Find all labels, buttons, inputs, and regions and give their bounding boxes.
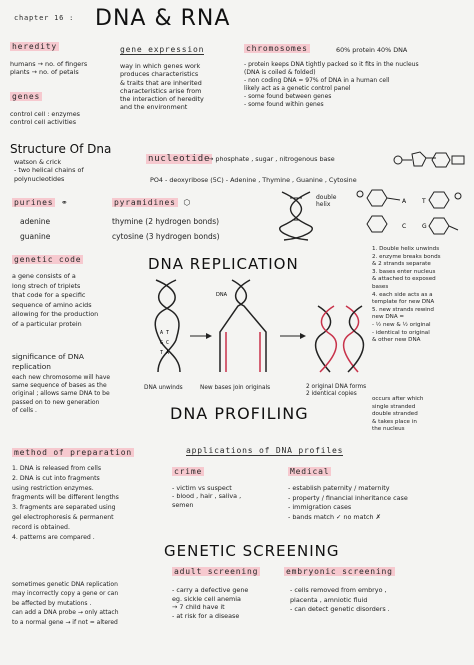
chromosomes-composition: 60% protein 40% DNA: [336, 46, 408, 54]
structure-heading: Structure Of Dna: [10, 142, 112, 156]
double-helix-diagram: [278, 190, 314, 242]
crime-heading: crime: [174, 467, 203, 476]
nucleotide-formula: PO4 - deoxyribose (5C) - Adenine , Thymine , Guanine , Cytosine: [150, 176, 357, 184]
replication-heading: DNA REPLICATION: [148, 255, 299, 273]
svg-text:DNA: DNA: [216, 292, 228, 298]
base-guanine: guanine: [20, 232, 51, 241]
svg-text:T A: T A: [160, 350, 170, 356]
adult-screening-heading: adult screening: [174, 567, 259, 576]
embryonic-screening-heading: embryonic screening: [286, 567, 393, 576]
nucleotide-heading: nucleotide: [148, 154, 211, 164]
replication-steps: 1. Double helix unwinds 2. enzyme breaks bonds & 2 strands separate 3. bases enter nucleus & attached to exposed bases 4. each side acts as a template for new DNA 5. new strands rewind new DNA = - ½ new & ½ original - identical to original & other new DNA: [372, 246, 441, 344]
preparation-heading: method of preparation: [14, 448, 132, 457]
chromosomes-notes: - protein keeps DNA tightly packed so it fits in the nucleus (DNA is coiled & folded) - non coding DNA = 97% of DNA in a human cell likely act as a genetic control panel - some found between genes - some found within genes: [244, 61, 419, 108]
svg-text:G: G: [422, 223, 427, 230]
mutation-notes: sometimes genetic DNA replication may incorrectly copy a gene or can be affected by mutations . can add a DNA probe → only attach to a normal gene → if not = altered: [12, 581, 119, 626]
adult-screening-notes: - carry a defective gene eg. sickle cell anemia → 7 child have it - at risk for a disease: [172, 586, 249, 620]
page-title: DNA & RNA: [95, 6, 231, 31]
significance-heading: significance of DNA replication: [12, 352, 84, 371]
svg-text:A T: A T: [160, 330, 170, 336]
preparation-steps: 1. DNA is released from cells 2. DNA is cut into fragments using restriction enzymes. fragments will be different lengths 3. fragments are separated using gel electrophoresis & permanent record is obtained. 4. patterns are compared .: [12, 465, 119, 541]
purines-heading: purines ⚭: [14, 198, 69, 207]
caption-new-bases: New bases join originals: [200, 385, 271, 391]
gene-expression-notes: way in which genes work produces characteristics & traits that are inherited characteristics arise from the interaction of heredity and the environment: [120, 62, 204, 112]
replication-location: occurs after which single stranded double stranded & takes place in the nucleus: [372, 396, 424, 433]
base-pair-diagram: [350, 186, 468, 240]
chromosomes-heading: chromosomes: [246, 44, 308, 53]
base-adenine: adenine: [20, 217, 51, 226]
chapter-label: chapter 16 :: [14, 14, 75, 22]
genes-notes: control cell : enzymes control cell activities: [10, 110, 81, 127]
crime-notes: - victim vs suspect - blood , hair , saliva , semen: [172, 484, 242, 509]
genes-heading: genes: [12, 92, 41, 101]
heredity-notes: humans → no. of fingers plants → no. of petals: [10, 60, 88, 77]
nucleotide-components: → phosphate , sugar , nitrogenous base: [208, 155, 335, 163]
applications-heading: applications of DNA profiles: [186, 446, 344, 455]
genetic-code-heading: genetic code: [14, 255, 82, 264]
helix-label: double helix: [316, 194, 337, 208]
caption-unwinds: DNA unwinds: [144, 385, 183, 391]
caption-copies: 2 original DNA forms 2 identical copies: [306, 384, 367, 397]
medical-notes: - establish paternity / maternity - property / financial inheritance case - immigration cases - bands match ✓ no match ✗: [288, 484, 408, 521]
svg-text:A: A: [402, 198, 407, 205]
gene-expression-heading: gene expression: [120, 45, 205, 54]
medical-heading: Medical: [290, 467, 330, 476]
base-cytosine: cytosine (3 hydrogen bonds): [112, 232, 220, 241]
significance-notes: each new chromosome will have same sequence of bases as the original ; allows same DNA to be passed on to new generation of cells .: [12, 374, 111, 414]
svg-text:G C: G C: [160, 340, 170, 346]
svg-text:C: C: [402, 223, 407, 230]
embryonic-screening-notes: - cells removed from embryo , placenta , amniotic fluid - can detect genetic disorders .: [290, 586, 390, 614]
screening-heading: GENETIC SCREENING: [164, 542, 340, 560]
heredity-heading: heredity: [12, 42, 57, 51]
svg-text:T: T: [422, 198, 426, 205]
pyramidines-heading: pyramidines ⬡: [114, 198, 192, 207]
profiling-heading: DNA PROFILING: [170, 404, 309, 423]
replication-diagram: [150, 276, 368, 378]
base-thymine: thymine (2 hydrogen bonds): [112, 217, 220, 226]
nucleotide-chain-diagram: [390, 150, 470, 170]
genetic-code-notes: a gene consists of a long strech of triplets that code for a specific sequence of amino acids allowing for the production of a particular protein: [12, 272, 99, 328]
structure-notes: watson & crick - two helical chains of polynucleotides: [14, 158, 84, 183]
